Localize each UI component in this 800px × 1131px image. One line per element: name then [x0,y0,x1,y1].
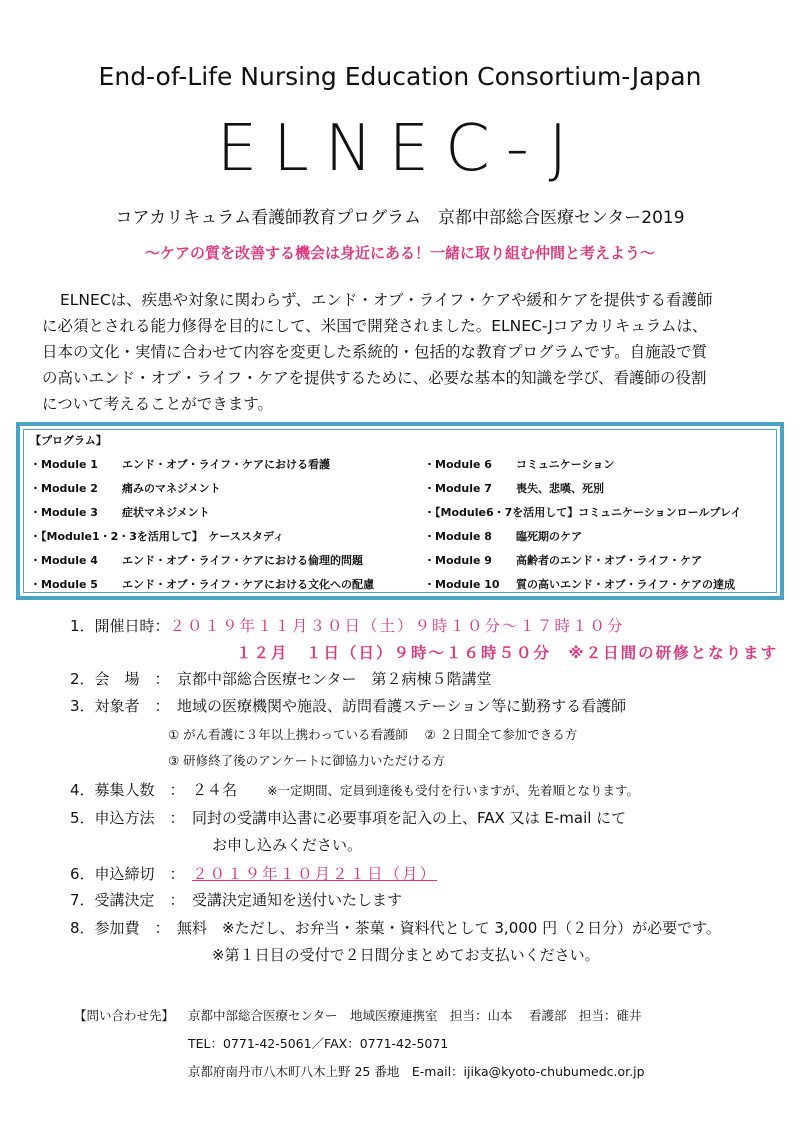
big-title: ELNEC-J [216,112,584,186]
program-item: ・Module 10 質の高いエンド・オブ・ライフ・ケアの達成 [424,578,736,591]
date-1: ２０１９年１１月３０日（土）９時１０分～１７時１０分 [169,617,625,635]
subtitle: コアカリキュラム看護師教育プログラム 京都中部総合医療センター2019 [115,208,685,228]
capacity-row: 4．募集人数 ： ２４名 ※一定期間、定員到達後も受付を行いますが、先着順となります。 [70,781,640,799]
date-row: 1．開催日時：２０１９年１１月３０日（土）９時１０分～１７時１０分 [70,617,625,635]
apply-method: 5．申込方法 ： 同封の受講申込書に必要事項を記入の上、FAX 又は E-mail にて [70,809,627,827]
program-item: ・Module 8 臨死期のケア [424,530,582,543]
intro-line: 日本の文化・実情に合わせて内容を変更した系統的・包括的な教育プログラムです。自施設で質 [42,343,708,361]
program-item: ・Module 9 高齢者のエンド・オブ・ライフ・ケア [424,554,703,567]
program-item: ・Module 6 コミュニケーション [424,458,615,471]
program-item: ・【Module6・7を活用して】コミュニケーションロールプレイ [424,506,742,519]
program-item: ・Module 7 喪失、悲嘆、死別 [424,482,604,495]
target: 3．対象者 ： 地域の医療機関や施設、訪問看護ステーション等に勤務する看護師 [70,697,627,715]
contact-phone: TEL：0771-42-5061／FAX：0771-42-5071 [188,1036,449,1051]
program-item: ・Module 1 エンド・オブ・ライフ・ケアにおける看護 [30,458,331,471]
program-item: ・Module 2 痛みのマネジメント [30,482,221,495]
program-item: ・Module 3 症状マネジメント [30,506,210,519]
fee-note: ※第１日目の受付で２日間分まとめてお支払いください。 [212,946,600,964]
intro-line: について考えることができます。 [42,395,273,413]
condition-1-2: ① がん看護に３年以上携わっている看護師 ② ２日間全て参加できる方 [168,727,578,742]
apply-method-2: お申し込みください。 [212,836,363,854]
intro-line: ELNECは、疾患や対象に関わらず、エンド・オブ・ライフ・ケアや緩和ケアを提供する看護師 [60,291,713,309]
program-box [16,422,784,600]
contact-line: 京都中部総合医療センター 地域医療連携室 担当：山本 看護部 担当：碓井 [188,1008,642,1023]
program-heading: 【プログラム】 [30,434,107,447]
intro-line: に必須とされる能力修得を目的にして、米国で開発されました。ELNEC-Jコアカリキュラムは、 [42,317,708,335]
decision: 7．受講決定 ： 受講決定通知を送付いたします [70,891,403,909]
program-item: ・Module 4 エンド・オブ・ライフ・ケアにおける倫理的問題 [30,554,364,567]
contact-address: 京都府南丹市八木町八木上野 25 番地 E-mail：ijika@kyoto-chubumedc.or.jp [188,1064,645,1079]
organization-title: End-of-Life Nursing Education Consortium-Japan [98,62,702,91]
intro-line: の高いエンド・オブ・ライフ・ケアを提供するために、必要な基本的知識を学び、看護師の役割 [42,369,707,387]
date-2: １２月 １日（日）９時～１６時５０分 ※２日間の研修となります [236,644,779,662]
fee: 8．参加費 ： 無料 ※ただし、お弁当・茶菓・資料代として 3,000 円（２日分）が必要です。 [70,919,721,937]
condition-3: ③ 研修終了後のアンケートに御協力いただける方 [168,753,445,768]
program-item: ・Module 5 エンド・オブ・ライフ・ケアにおける文化への配慮 [30,578,375,591]
deadline-date: ２０１９年１０月２１日（月） [192,865,438,883]
program-item: ・【Module1・2・3を活用して】 ケーススタディ [30,530,284,543]
venue: 2．会 場 ： 京都中部総合医療センター 第２病棟５階講堂 [70,670,492,688]
contact-label: 【問い合わせ先】 [74,1008,175,1023]
deadline-row: 6．申込締切 ： ２０１９年１０月２１日（月） [70,865,438,883]
slogan: ～ケアの質を改善する機会は身近にある！一緒に取り組む仲間と考えよう～ [144,244,655,262]
